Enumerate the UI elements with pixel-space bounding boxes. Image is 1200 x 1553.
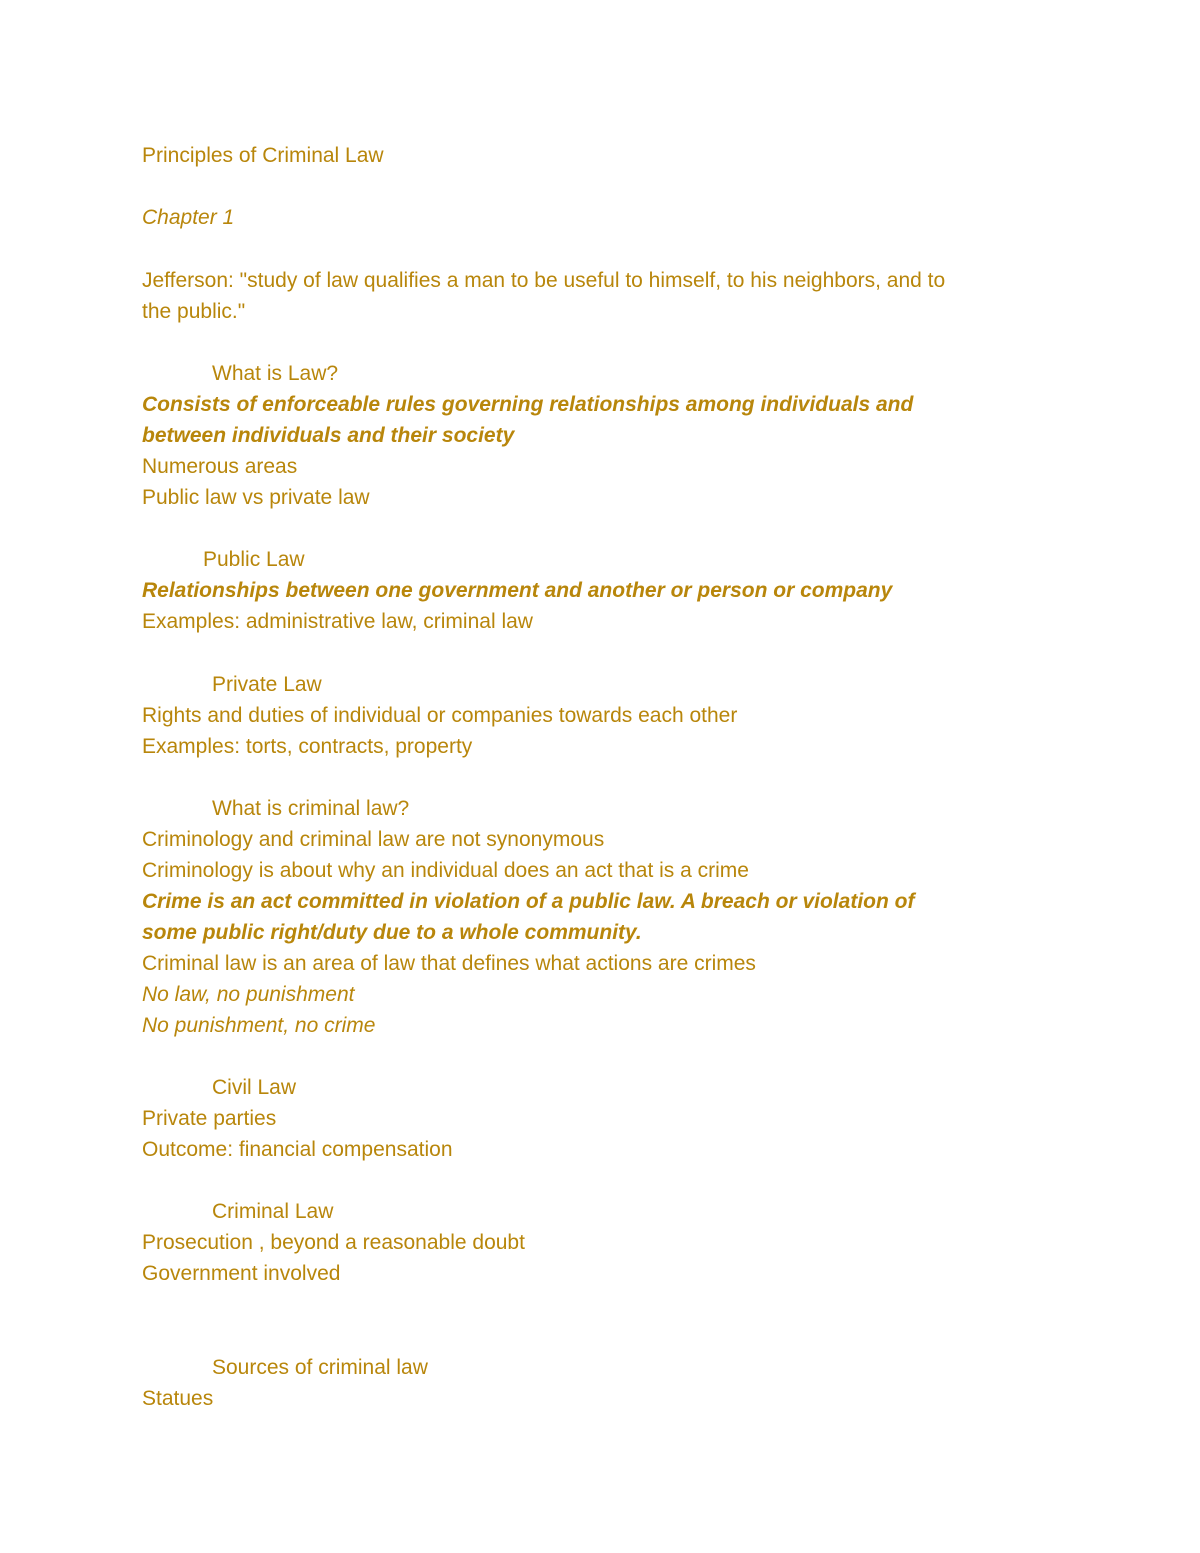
maxim-1: No law, no punishment — [142, 983, 355, 1006]
heading-sources: Sources of criminal law — [212, 1356, 428, 1379]
heading-criminal-law: Criminal Law — [212, 1200, 334, 1223]
civil-law-point-2: Outcome: financial compensation — [142, 1138, 453, 1161]
document-title: Principles of Criminal Law — [142, 144, 384, 167]
private-law-point-1: Rights and duties of individual or companies towards each other — [142, 704, 738, 727]
crime-definition-line-2: some public right/duty due to a whole community. — [142, 921, 642, 944]
crime-definition-line-1: Crime is an act committed in violation of a public law. A breach or violation of — [142, 890, 915, 913]
public-law-definition: Relationships between one government and another or person or company — [142, 579, 893, 602]
heading-private-law: Private Law — [212, 673, 322, 696]
private-law-examples: Examples: torts, contracts, property — [142, 735, 473, 758]
heading-civil-law: Civil Law — [212, 1076, 297, 1099]
heading-what-is-law: What is Law? — [212, 362, 339, 385]
law-definition-line-1: Consists of enforceable rules governing relationships among individuals and — [142, 393, 914, 416]
criminal-law-point-3: Criminal law is an area of law that defines what actions are crimes — [142, 952, 756, 975]
sources-point-1: Statues — [142, 1387, 214, 1410]
heading-public-law: Public Law — [203, 548, 305, 571]
criminal-law-section-point-2: Government involved — [142, 1262, 341, 1285]
quote-line-1: Jefferson: "study of law qualifies a man to be useful to himself, to his neighbors, and to — [142, 269, 946, 292]
heading-what-is-criminal-law: What is criminal law? — [212, 797, 410, 820]
law-point-2: Public law vs private law — [142, 486, 370, 509]
maxim-2: No punishment, no crime — [142, 1014, 376, 1037]
public-law-examples: Examples: administrative law, criminal law — [142, 610, 533, 633]
law-point-1: Numerous areas — [142, 455, 298, 478]
quote-line-2: the public." — [142, 300, 246, 323]
chapter-label: Chapter 1 — [142, 206, 235, 229]
criminal-law-point-1: Criminology and criminal law are not synonymous — [142, 828, 605, 851]
civil-law-point-1: Private parties — [142, 1107, 277, 1130]
law-definition-line-2: between individuals and their society — [142, 424, 515, 447]
criminal-law-section-point-1: Prosecution , beyond a reasonable doubt — [142, 1231, 525, 1254]
criminal-law-point-2: Criminology is about why an individual does an act that is a crime — [142, 859, 749, 882]
